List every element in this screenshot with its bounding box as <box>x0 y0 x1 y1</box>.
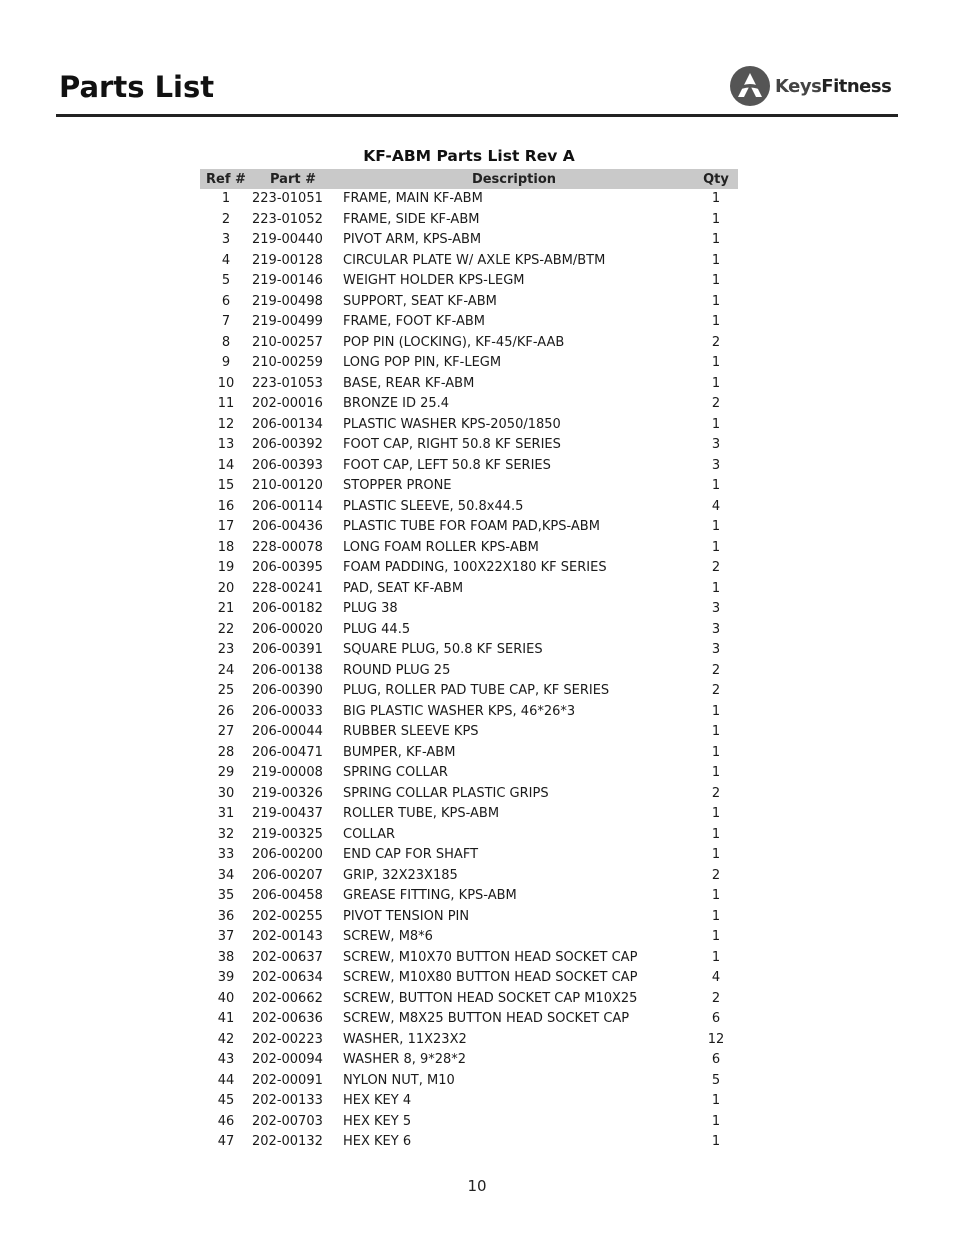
ref-cell: 25 <box>217 683 235 698</box>
qty-cell: 4 <box>711 970 721 985</box>
qty-cell: 1 <box>711 519 721 534</box>
ref-cell: 22 <box>217 621 235 637</box>
qty-cell: 1 <box>711 580 721 596</box>
description-cell: SPRING COLLAR PLASTIC GRIPS <box>343 785 549 801</box>
part-number-cell: 219-00325 <box>252 826 323 842</box>
part-number-cell: 202-00662 <box>252 990 323 1006</box>
table-row <box>200 968 738 989</box>
part-number-cell: 206-00044 <box>252 724 323 739</box>
table-row <box>200 456 738 477</box>
part-number-cell: 202-00091 <box>252 1072 323 1088</box>
qty-cell: 1 <box>711 478 721 493</box>
part-number-cell: 206-00114 <box>252 498 323 514</box>
description-cell: FOOT CAP, LEFT 50.8 KF SERIES <box>343 457 551 473</box>
ref-cell: 21 <box>217 601 235 616</box>
description-cell: SCREW, M8X25 BUTTON HEAD SOCKET CAP <box>343 1011 630 1026</box>
keys-fitness-logo-icon <box>729 65 771 107</box>
ref-cell: 14 <box>217 457 235 473</box>
qty-cell: 6 <box>711 1052 721 1067</box>
part-number-cell: 202-00132 <box>252 1134 323 1149</box>
table-row <box>200 825 738 846</box>
ref-cell: 20 <box>217 580 235 596</box>
ref-cell: 19 <box>217 560 235 575</box>
table-row <box>200 374 738 395</box>
ref-cell: 11 <box>217 396 235 411</box>
description-cell: PLUG 38 <box>343 601 398 616</box>
qty-cell: 2 <box>711 662 721 678</box>
table-row <box>200 784 738 805</box>
description-cell: SCREW, M10X70 BUTTON HEAD SOCKET CAP <box>343 949 638 965</box>
ref-cell: 17 <box>217 519 235 534</box>
qty-cell: 1 <box>711 416 721 432</box>
table-row <box>200 702 738 723</box>
qty-cell: 1 <box>711 806 721 821</box>
description-cell: HEX KEY 6 <box>343 1134 412 1149</box>
table-row <box>200 927 738 948</box>
table-row <box>200 210 738 231</box>
brand-name-keys: Keys <box>775 75 822 97</box>
qty-cell: 2 <box>711 683 721 698</box>
table-row <box>200 1050 738 1071</box>
part-number-cell: 206-00458 <box>252 888 323 903</box>
ref-cell: 38 <box>217 949 235 965</box>
table-row <box>200 1030 738 1051</box>
part-number-cell: 210-00257 <box>252 334 323 350</box>
qty-cell: 1 <box>711 929 721 944</box>
table-row <box>200 558 738 579</box>
description-cell: BASE, REAR KF-ABM <box>343 375 475 391</box>
qty-cell: 1 <box>711 908 721 924</box>
part-number-cell: 223-01051 <box>252 191 323 206</box>
table-row <box>200 230 738 251</box>
part-number-cell: 219-00128 <box>252 252 323 268</box>
qty-cell: 2 <box>711 867 721 883</box>
part-number-cell: 206-00200 <box>252 847 323 862</box>
qty-cell: 1 <box>711 703 721 719</box>
qty-cell: 1 <box>711 847 721 862</box>
ref-cell: 47 <box>217 1134 235 1149</box>
ref-cell: 42 <box>217 1031 235 1047</box>
table-row <box>200 743 738 764</box>
qty-cell: 5 <box>711 1072 721 1088</box>
ref-cell: 24 <box>217 662 235 678</box>
part-number-cell: 223-01053 <box>252 375 323 391</box>
table-row <box>200 620 738 641</box>
table-row <box>200 394 738 415</box>
ref-cell: 43 <box>217 1052 235 1067</box>
part-number-cell: 206-00207 <box>252 867 323 883</box>
qty-cell: 1 <box>711 744 721 760</box>
table-row <box>200 763 738 784</box>
table-row <box>200 845 738 866</box>
ref-cell: 29 <box>217 765 235 780</box>
table-row <box>200 538 738 559</box>
ref-cell: 8 <box>221 334 231 350</box>
ref-cell: 6 <box>221 293 231 309</box>
description-cell: PLUG 44.5 <box>343 621 411 637</box>
part-number-cell: 219-00498 <box>252 293 323 309</box>
parts-list-title: KF-ABM Parts List Rev A <box>363 147 575 165</box>
page-title: Parts List <box>59 70 215 104</box>
part-number-cell: 202-00143 <box>252 929 323 944</box>
part-number-cell: 202-00223 <box>252 1031 323 1047</box>
table-row <box>200 415 738 436</box>
ref-cell: 1 <box>221 191 231 206</box>
description-cell: RUBBER SLEEVE KPS <box>343 724 479 739</box>
description-cell: SCREW, BUTTON HEAD SOCKET CAP M10X25 <box>343 990 638 1006</box>
table-row <box>200 681 738 702</box>
ref-cell: 44 <box>217 1072 235 1088</box>
part-number-cell: 219-00437 <box>252 806 323 821</box>
qty-cell: 1 <box>711 252 721 268</box>
table-row <box>200 1071 738 1092</box>
part-number-cell: 202-00637 <box>252 949 323 965</box>
description-cell: SUPPORT, SEAT KF-ABM <box>343 293 497 309</box>
ref-cell: 9 <box>221 355 231 370</box>
part-number-cell: 206-00471 <box>252 744 323 760</box>
ref-cell: 5 <box>221 273 231 288</box>
description-cell: PIVOT TENSION PIN <box>343 908 470 924</box>
column-header-description: Description <box>334 169 694 189</box>
description-cell: BUMPER, KF-ABM <box>343 744 456 760</box>
description-cell: POP PIN (LOCKING), KF-45/KF-AAB <box>343 334 565 350</box>
column-header-qty: Qty <box>694 169 738 189</box>
qty-cell: 3 <box>711 457 721 473</box>
ref-cell: 16 <box>217 498 235 514</box>
part-number-cell: 202-00016 <box>252 396 323 411</box>
qty-cell: 1 <box>711 1113 721 1129</box>
table-row <box>200 640 738 661</box>
table-row <box>200 476 738 497</box>
description-cell: NYLON NUT, M10 <box>343 1072 455 1088</box>
part-number-cell: 206-00182 <box>252 601 323 616</box>
table-row <box>200 517 738 538</box>
part-number-cell: 206-00134 <box>252 416 323 432</box>
part-number-cell: 202-00133 <box>252 1093 323 1108</box>
ref-cell: 27 <box>217 724 235 739</box>
description-cell: ROUND PLUG 25 <box>343 662 451 678</box>
description-cell: SPRING COLLAR <box>343 765 448 780</box>
ref-cell: 15 <box>217 478 235 493</box>
qty-cell: 3 <box>711 437 721 452</box>
description-cell: FRAME, MAIN KF-ABM <box>343 191 483 206</box>
ref-cell: 32 <box>217 826 235 842</box>
table-row <box>200 866 738 887</box>
description-cell: END CAP FOR SHAFT <box>343 847 479 862</box>
ref-cell: 41 <box>217 1011 235 1026</box>
description-cell: PLASTIC TUBE FOR FOAM PAD,KPS-ABM <box>343 519 600 534</box>
ref-cell: 35 <box>217 888 235 903</box>
page-number: 10 <box>467 1177 487 1195</box>
table-row <box>200 333 738 354</box>
table-row <box>200 886 738 907</box>
ref-cell: 3 <box>221 232 231 247</box>
description-cell: LONG POP PIN, KF-LEGM <box>343 355 502 370</box>
table-row <box>200 907 738 928</box>
qty-cell: 1 <box>711 539 721 555</box>
table-row <box>200 804 738 825</box>
qty-cell: 1 <box>711 765 721 780</box>
qty-cell: 1 <box>711 888 721 903</box>
table-row <box>200 312 738 333</box>
part-number-cell: 206-00391 <box>252 642 323 657</box>
table-row <box>200 271 738 292</box>
part-number-cell: 202-00255 <box>252 908 323 924</box>
description-cell: FOAM PADDING, 100X22X180 KF SERIES <box>343 560 607 575</box>
brand-logo <box>729 64 891 108</box>
part-number-cell: 228-00078 <box>252 539 323 555</box>
ref-cell: 26 <box>217 703 235 719</box>
ref-cell: 33 <box>217 847 235 862</box>
header-rule <box>56 114 898 117</box>
qty-cell: 1 <box>711 375 721 391</box>
column-header-part: Part # <box>252 169 334 189</box>
table-row <box>200 722 738 743</box>
qty-cell: 1 <box>711 314 721 329</box>
ref-cell: 4 <box>221 252 231 268</box>
part-number-cell: 219-00440 <box>252 232 323 247</box>
description-cell: FOOT CAP, RIGHT 50.8 KF SERIES <box>343 437 561 452</box>
description-cell: SCREW, M10X80 BUTTON HEAD SOCKET CAP <box>343 970 638 985</box>
qty-cell: 1 <box>711 949 721 965</box>
qty-cell: 1 <box>711 826 721 842</box>
qty-cell: 1 <box>711 293 721 309</box>
ref-cell: 45 <box>217 1093 235 1108</box>
table-row <box>200 1112 738 1133</box>
description-cell: LONG FOAM ROLLER KPS-ABM <box>343 539 539 555</box>
description-cell: SQUARE PLUG, 50.8 KF SERIES <box>343 642 543 657</box>
qty-cell: 1 <box>711 355 721 370</box>
brand-name <box>775 76 891 97</box>
description-cell: PLASTIC SLEEVE, 50.8x44.5 <box>343 498 524 514</box>
table-header-row <box>200 169 738 189</box>
description-cell: HEX KEY 5 <box>343 1113 412 1129</box>
description-cell: STOPPER PRONE <box>343 478 452 493</box>
description-cell: WEIGHT HOLDER KPS-LEGM <box>343 273 525 288</box>
description-cell: WASHER 8, 9*28*2 <box>343 1052 467 1067</box>
description-cell: PLUG, ROLLER PAD TUBE CAP, KF SERIES <box>343 683 610 698</box>
part-number-cell: 210-00120 <box>252 478 323 493</box>
qty-cell: 1 <box>711 211 721 227</box>
ref-cell: 7 <box>221 314 231 329</box>
description-cell: HEX KEY 4 <box>343 1093 412 1108</box>
description-cell: PAD, SEAT KF-ABM <box>343 580 464 596</box>
description-cell: PIVOT ARM, KPS-ABM <box>343 232 482 247</box>
table-row <box>200 1091 738 1112</box>
part-number-cell: 206-00138 <box>252 662 323 678</box>
description-cell: SCREW, M8*6 <box>343 929 433 944</box>
qty-cell: 12 <box>707 1031 725 1047</box>
table-row <box>200 1132 738 1153</box>
table-row <box>200 353 738 374</box>
part-number-cell: 206-00020 <box>252 621 323 637</box>
ref-cell: 30 <box>217 785 235 801</box>
qty-cell: 4 <box>711 498 721 514</box>
qty-cell: 2 <box>711 785 721 801</box>
qty-cell: 1 <box>711 1134 721 1149</box>
part-number-cell: 202-00634 <box>252 970 323 985</box>
qty-cell: 2 <box>711 990 721 1006</box>
qty-cell: 6 <box>711 1011 721 1026</box>
parts-table-body <box>200 189 738 1153</box>
ref-cell: 40 <box>217 990 235 1006</box>
table-row <box>200 292 738 313</box>
ref-cell: 34 <box>217 867 235 883</box>
part-number-cell: 206-00392 <box>252 437 323 452</box>
table-row <box>200 599 738 620</box>
table-row <box>200 251 738 272</box>
table-row <box>200 948 738 969</box>
qty-cell: 1 <box>711 273 721 288</box>
qty-cell: 1 <box>711 232 721 247</box>
part-number-cell: 210-00259 <box>252 355 323 370</box>
table-row <box>200 579 738 600</box>
part-number-cell: 206-00393 <box>252 457 323 473</box>
qty-cell: 1 <box>711 1093 721 1108</box>
description-cell: CIRCULAR PLATE W/ AXLE KPS-ABM/BTM <box>343 252 606 268</box>
description-cell: FRAME, SIDE KF-ABM <box>343 211 480 227</box>
part-number-cell: 228-00241 <box>252 580 323 596</box>
part-number-cell: 202-00703 <box>252 1113 323 1129</box>
ref-cell: 46 <box>217 1113 235 1129</box>
table-row <box>200 497 738 518</box>
table-row <box>200 1009 738 1030</box>
description-cell: PLASTIC WASHER KPS-2050/1850 <box>343 416 561 432</box>
part-number-cell: 219-00326 <box>252 785 323 801</box>
description-cell: GRIP, 32X23X185 <box>343 867 458 883</box>
column-header-ref: Ref # <box>200 169 252 189</box>
part-number-cell: 202-00636 <box>252 1011 323 1026</box>
ref-cell: 37 <box>217 929 235 944</box>
qty-cell: 2 <box>711 560 721 575</box>
table-row <box>200 189 738 210</box>
part-number-cell: 219-00499 <box>252 314 323 329</box>
ref-cell: 2 <box>221 211 231 227</box>
ref-cell: 31 <box>217 806 235 821</box>
ref-cell: 28 <box>217 744 235 760</box>
qty-cell: 3 <box>711 601 721 616</box>
part-number-cell: 223-01052 <box>252 211 323 227</box>
part-number-cell: 206-00436 <box>252 519 323 534</box>
description-cell: FRAME, FOOT KF-ABM <box>343 314 486 329</box>
qty-cell: 1 <box>711 191 721 206</box>
qty-cell: 2 <box>711 334 721 350</box>
ref-cell: 12 <box>217 416 235 432</box>
ref-cell: 36 <box>217 908 235 924</box>
qty-cell: 3 <box>711 642 721 657</box>
table-row <box>200 989 738 1010</box>
part-number-cell: 219-00146 <box>252 273 323 288</box>
ref-cell: 39 <box>217 970 235 985</box>
qty-cell: 2 <box>711 396 721 411</box>
part-number-cell: 202-00094 <box>252 1052 323 1067</box>
qty-cell: 3 <box>711 621 721 637</box>
part-number-cell: 206-00390 <box>252 683 323 698</box>
ref-cell: 10 <box>217 375 235 391</box>
parts-table <box>200 169 738 1153</box>
description-cell: BRONZE ID 25.4 <box>343 396 450 411</box>
description-cell: BIG PLASTIC WASHER KPS, 46*26*3 <box>343 703 576 719</box>
qty-cell: 1 <box>711 724 721 739</box>
table-row <box>200 435 738 456</box>
ref-cell: 18 <box>217 539 235 555</box>
description-cell: WASHER, 11X23X2 <box>343 1031 467 1047</box>
description-cell: ROLLER TUBE, KPS-ABM <box>343 806 500 821</box>
part-number-cell: 219-00008 <box>252 765 323 780</box>
brand-name-fitness: Fitness <box>821 75 892 97</box>
ref-cell: 23 <box>217 642 235 657</box>
table-row <box>200 661 738 682</box>
description-cell: GREASE FITTING, KPS-ABM <box>343 888 517 903</box>
part-number-cell: 206-00395 <box>252 560 323 575</box>
ref-cell: 13 <box>217 437 235 452</box>
part-number-cell: 206-00033 <box>252 703 323 719</box>
description-cell: COLLAR <box>343 826 396 842</box>
